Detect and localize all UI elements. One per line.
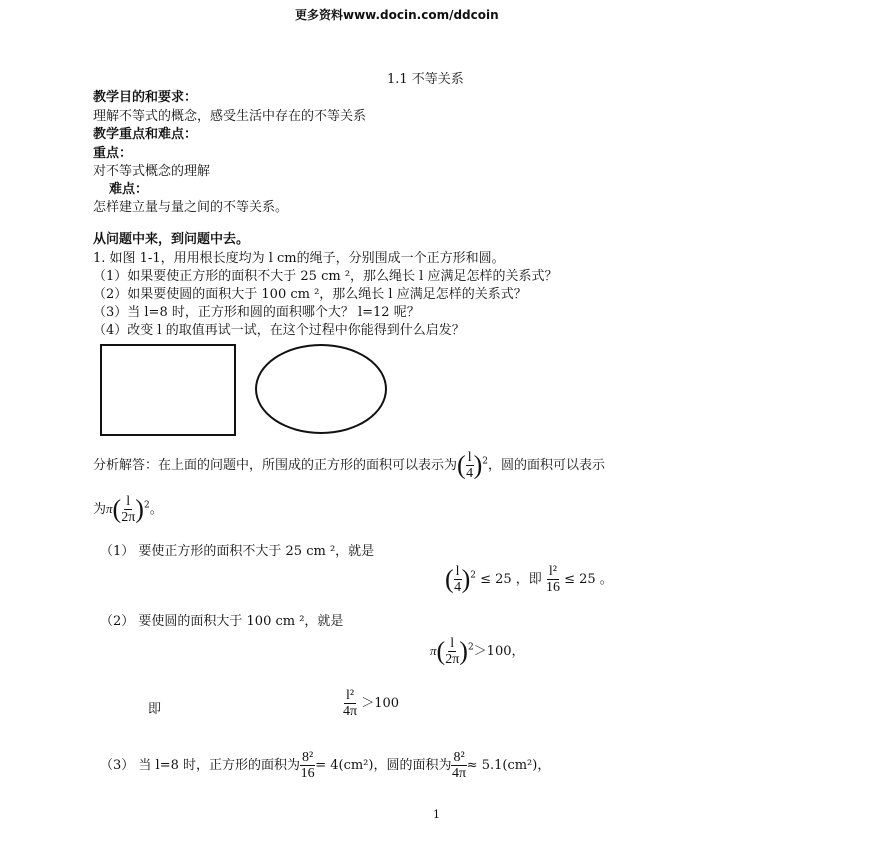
text: ，圆的面积可以表示 — [487, 458, 605, 473]
paragraph: 怎样建立量与量之间的不等关系。 — [93, 200, 289, 215]
equation-2: π( $\frac{l}{2\pi}$ )$^2$＞100， — [430, 636, 525, 667]
paragraph: （4）改变 l 的取值再试一试，在这个过程中你能得到什么启发？ — [93, 323, 465, 338]
step-1: （1） 要使正方形的面积不大于 25 cm ²，就是 — [100, 544, 375, 559]
text: 即 — [148, 702, 162, 717]
analysis-line: 为π( $\frac{l}{2\pi}$ )$^2$。 — [93, 494, 163, 525]
heading: 难点： — [109, 182, 149, 197]
step-3: （3） 当 l=8 时，正方形的面积为 $\frac{\text{8²}}{16}$ = 4(cm²)，圆的面积为 $\frac{\text{8²}}{4\pi}$ ≈ 5.1(cm²)， — [100, 750, 551, 781]
paragraph: 理解不等式的概念，感受生活中存在的不等关系 — [93, 109, 367, 124]
heading: 教学重点和难点： — [93, 127, 198, 142]
header-watermark: 更多资料www.docin.com/ddcoin — [295, 8, 499, 22]
paragraph: 1. 如图 1-1，用用根长度均为 l cm的绳子，分别围成一个正方形和圆。 — [93, 251, 505, 266]
equation-1: ( $\frac{l}{4}$ )$^2$ ≤ 25 ，即 $\frac{\text{l²}}{16}$ ≤ 25 。 — [445, 564, 613, 595]
square-figure — [100, 344, 236, 436]
analysis-line: 分析解答：在上面的问题中，所围成的正方形的面积可以表示为( $\frac{l}{4}$ )$^2$，圆的面积可以表示 — [93, 450, 605, 481]
equation-3: $\frac{\text{l²}}{4\pi}$ ＞100 — [343, 688, 400, 719]
circle-figure — [255, 344, 387, 434]
page-number: 1 — [433, 808, 440, 821]
heading: 从问题中来，到问题中去。 — [93, 232, 250, 247]
paragraph: （1）如果要使正方形的面积不大于 25 cm ²，那么绳长 l 应满足怎样的关系式？ — [93, 269, 558, 284]
text: 。 — [149, 502, 163, 517]
heading: 重点： — [93, 146, 133, 161]
paragraph: 对不等式概念的理解 — [93, 164, 211, 179]
paragraph: （2）如果要使圆的面积大于 100 cm ²，那么绳长 l 应满足怎样的关系式？ — [93, 287, 527, 302]
step-2: （2） 要使圆的面积大于 100 cm ²，就是 — [100, 614, 344, 629]
fraction: $\frac{l}{2\pi}$ — [121, 494, 136, 525]
text: 分析解答：在上面的问题中，所围成的正方形的面积可以表示为 — [93, 458, 458, 473]
heading: 教学目的和要求： — [93, 90, 198, 105]
text: 为 — [93, 502, 107, 517]
paragraph: （3）当 l=8 时，正方形和圆的面积哪个大？ l=12 呢？ — [93, 305, 420, 320]
section-title: 1.1 不等关系 — [387, 72, 464, 87]
fraction: $\frac{l}{4}$ — [466, 450, 474, 481]
